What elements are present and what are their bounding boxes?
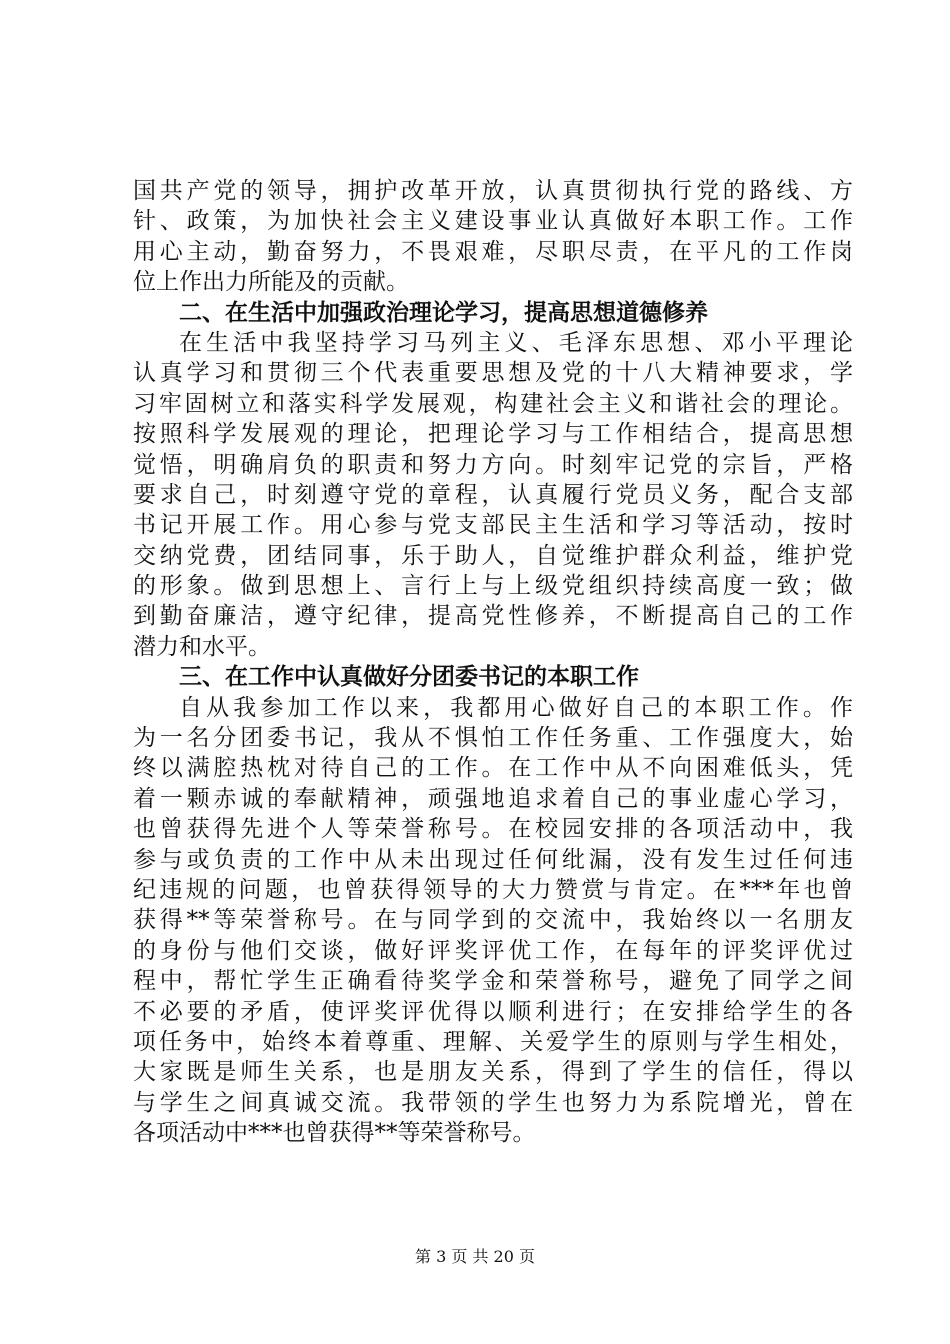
text-line: 程中，帮忙学生正确看待奖学金和荣誉称号，避免了同学之间 [133,968,853,995]
section-heading-2: 二、在生活中加强政治理论学习，提高思想道德修养 [179,298,708,326]
text-line: 项任务中，始终本着尊重、理解、关爱学生的原则与学生相处， [133,1028,853,1055]
text-line: 纪违规的问题，也曾获得领导的大力赞赏与肯定。在***年也曾 [133,876,853,903]
text-line: 为一名分团委书记，我从不惧怕工作任务重、工作强度大，始 [133,725,853,752]
text-line: 潜力和水平。 [133,633,271,660]
text-line: 习牢固树立和落实科学发展观，构建社会主义和谐社会的理论。 [133,390,853,417]
paragraph-intro-continued [133,176,853,298]
paragraph-work-duties [133,693,853,1149]
text-line: 在生活中我坚持学习马列主义、毛泽东思想、邓小平理论 [179,329,853,356]
text-line: 与学生之间真诚交流。我带领的学生也努力为系院增光，曾在 [133,1089,853,1116]
text-line: 国共产党的领导，拥护改革开放，认真贯彻执行党的路线、方 [133,178,853,204]
text-line: 大家既是师生关系，也是朋友关系，得到了学生的信任，得以 [133,1059,853,1086]
text-line: 书记开展工作。用心参与党支部民主生活和学习等活动，按时 [133,512,853,539]
text-line: 针、政策，为加快社会主义建设事业认真做好本职工作。工作 [133,208,853,235]
text-line: 认真学习和贯彻三个代表重要思想及党的十八大精神要求，学 [133,360,853,387]
text-line: 各项活动中***也曾获得**等荣誉称号。 [133,1120,536,1147]
page-number-footer: 第 3 页 共 20 页 [415,1247,535,1266]
text-line: 自从我参加工作以来，我都用心做好自己的本职工作。作 [179,694,853,721]
section-heading-3: 三、在工作中认真做好分团委书记的本职工作 [179,663,639,691]
text-line: 参与或负责的工作中从未出现过任何纰漏，没有发生过任何违 [133,846,853,873]
text-line: 着一颗赤诚的奉献精神，顽强地追求着自己的事业虚心学习， [133,785,853,812]
text-line: 按照科学发展观的理论，把理论学习与工作相结合，提高思想 [133,421,853,448]
text-line: 用心主动，勤奋努力，不畏艰难，尽职尽责，在平凡的工作岗 [133,238,853,265]
text-line: 要求自己，时刻遵守党的章程，认真履行党员义务，配合支部 [133,481,853,508]
document-body [133,176,853,1149]
text-line: 获得**等荣誉称号。在与同学到的交流中，我始终以一名朋友 [133,907,853,934]
text-line: 到勤奋廉洁，遵守纪律，提高党性修养，不断提高自己的工作 [133,603,853,630]
text-line: 也曾获得先进个人等荣誉称号。在校园安排的各项活动中，我 [133,816,853,843]
paragraph-political-study [133,328,853,662]
text-line: 交纳党费，团结同事，乐于助人，自觉维护群众利益，维护党 [133,542,853,569]
text-line: 位上作出力所能及的贡献。 [133,269,409,296]
text-line: 的身份与他们交谈，做好评奖评优工作，在每年的评奖评优过 [133,937,853,964]
text-line: 不必要的矛盾，使评奖评优得以顺利进行；在安排给学生的各 [133,998,853,1025]
text-line: 觉悟，明确肩负的职责和努力方向。时刻牢记党的宗旨，严格 [133,451,853,478]
text-line: 的形象。做到思想上、言行上与上级党组织持续高度一致；做 [133,573,853,600]
text-line: 终以满腔热枕对待自己的工作。在工作中从不向困难低头，凭 [133,755,853,782]
